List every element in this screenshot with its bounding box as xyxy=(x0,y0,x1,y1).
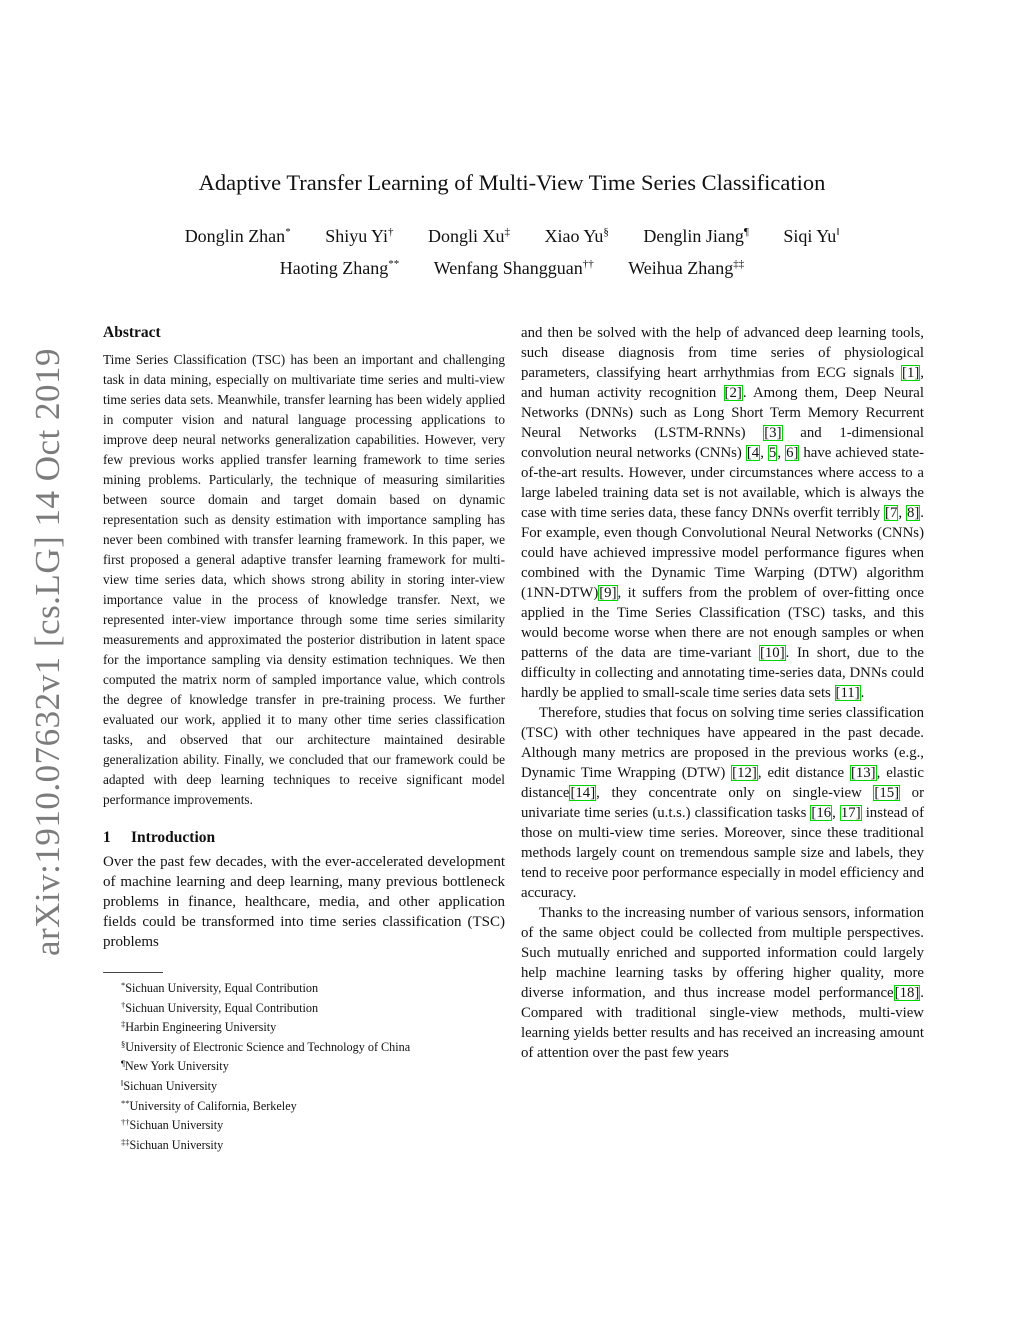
affiliation-mark: * xyxy=(285,226,291,238)
author-haoting-zhang: Haoting Zhang** xyxy=(279,258,400,278)
affiliation-mark: ** xyxy=(388,258,400,270)
footnote-mark: § xyxy=(121,1038,126,1049)
citation-link[interactable]: [13] xyxy=(850,765,876,781)
footnote-item: **University of California, Berkeley xyxy=(121,1097,297,1113)
author-list-row-1 xyxy=(0,226,1024,247)
affiliation-mark: § xyxy=(603,226,609,238)
citation-link[interactable]: [7 xyxy=(885,505,898,521)
paper-title: Adaptive Transfer Learning of Multi-View Time Series Classification xyxy=(198,170,826,195)
author-denglin-jiang: Denglin Jiang¶ xyxy=(643,226,749,246)
citation-link[interactable]: 17] xyxy=(840,805,861,821)
footnote-item: ‡Harbin Engineering University xyxy=(121,1019,277,1035)
author-weihua-zhang: Weihua Zhang‡‡ xyxy=(628,258,745,278)
section-heading-introduction xyxy=(103,828,505,848)
citation-link[interactable]: [3] xyxy=(764,425,782,441)
citation-link[interactable]: [14] xyxy=(570,785,596,801)
citation-link[interactable]: [2] xyxy=(724,385,742,401)
citation-link[interactable]: [11] xyxy=(835,685,860,701)
footnote-mark: ‖ xyxy=(121,1077,124,1088)
footnote-item: ††Sichuan University xyxy=(121,1117,224,1133)
intro-paragraph-1-continued: and then be solved with the help of advanced deep learning tools, such disease diagnosis from time series of physiological parameters, classifying heart arrhythmias from ECG signals [1], and human activity recognition [2]. Among them, Deep Neural Networks (DNNs) such as Long Short Term Memory Recurrent Neural Networks (LSTM-RNNs) [3] and 1-dimensional convolution neural networks (CNNs) [4, 5, 6] have achieved state-of-the-art results. However, under circumstances where access to a large labeled training data set is not available, which is always the case with time series data, these fancy DNNs overfit terribly [7, 8]. For example, even though Convolutional Neural Networks (CNNs) could have achieved impressive model performance figures when combined with the Dynamic Time Warping (DTW) algorithm (1NN-DTW)[9], it suffers from the problem of over-fitting once applied in the Time Series Classification (TSC) tasks, and this would become worse when there are not enough samples or when patterns of the data are time-variant [10]. In short, due to the difficulty in collecting and annotating time-series data, DNNs could hardly be applied to small-scale time series data sets [11]. xyxy=(521,325,925,701)
footnote-mark: †† xyxy=(121,1117,130,1128)
citation-link[interactable]: 8] xyxy=(906,505,920,521)
footnote-item: ¶New York University xyxy=(121,1058,229,1074)
affiliation-mark: ‡ xyxy=(504,226,511,238)
citation-link[interactable]: [18] xyxy=(894,985,920,1001)
arxiv-identifier-stamp: arXiv:1910.07632v1 [cs.LG] 14 Oct 2019 xyxy=(28,347,67,957)
footnote-divider xyxy=(103,972,163,973)
citation-link[interactable]: 6] xyxy=(786,445,799,461)
intro-paragraph-1: Over the past few decades, with the ever-accelerated development of machine learning and deep learning, many previous bottleneck problems in finance, healthcare, media, and other application fields could be transformed into time series classification (TSC) problems xyxy=(103,854,505,950)
intro-paragraph-2: Therefore, studies that focus on solving time series classification (TSC) with other techniques have appeared in the past decade. Although many metrics are proposed in the previous works (e.g., Dynamic Time Wrapping (DTW) [12], edit distance [13], elastic distance[14], they concentrate only on single-view [15] or univariate time series (u.t.s.) classification tasks [16, 17] instead of those on multi-view time series. Moreover, since these traditional methods largely count on tremendous sample size and labels, they tend to receive poor performance especially in model efficiency and accuracy. xyxy=(521,705,924,901)
citation-link[interactable]: [10] xyxy=(759,645,785,661)
author-dongli-xu: Dongli Xu‡ xyxy=(428,226,511,246)
footnote-mark: * xyxy=(121,980,126,990)
section-title: Introduction xyxy=(131,829,216,846)
footnote-list xyxy=(103,977,505,1153)
affiliation-mark: ‖ xyxy=(836,226,840,238)
author-wenfang-shangguan: Wenfang Shangguan†† xyxy=(433,258,594,278)
citation-link[interactable]: [12] xyxy=(732,765,757,781)
footnote-mark: † xyxy=(121,999,126,1010)
footnote-mark: ‡‡ xyxy=(121,1136,130,1147)
citation-link[interactable]: [9] xyxy=(599,585,617,601)
intro-paragraph-3: Thanks to the increasing number of various sensors, information of the same object could be collected from multiple perspectives. Such mutually enriched and supported information could largely help machine learning tasks by offering higher quality, more diverse information, and thus increase model performance[18]. Compared with traditional single-view methods, multi-view learning yields better results and has received an increasing amount of attention over the past few years xyxy=(521,905,924,1061)
left-column xyxy=(103,323,505,1153)
section-number: 1 xyxy=(103,829,111,846)
citation-link[interactable]: [4 xyxy=(746,445,760,461)
affiliation-mark: † xyxy=(388,226,394,238)
author-list-row-2 xyxy=(0,258,1024,279)
footnote-mark: ¶ xyxy=(121,1058,125,1069)
footnote-item: †Sichuan University, Equal Contribution xyxy=(121,999,319,1015)
footnote-mark: ** xyxy=(121,1097,130,1108)
affiliation-mark: †† xyxy=(582,258,594,270)
citation-link[interactable]: [1] xyxy=(902,365,920,381)
footnote-item: *Sichuan University, Equal Contribution xyxy=(121,980,319,995)
right-column xyxy=(521,323,924,1063)
affiliation-mark: ¶ xyxy=(743,226,749,238)
author-siqi-yu: Siqi Yu‖ xyxy=(783,226,840,246)
author-xiao-yu: Xiao Yu§ xyxy=(544,226,609,246)
citation-link[interactable]: [16 xyxy=(811,805,832,821)
author-shiyu-yi: Shiyu Yi† xyxy=(325,226,394,246)
author-donglin-zhan: Donglin Zhan* xyxy=(184,226,291,246)
footnote-item: ‡‡Sichuan University xyxy=(121,1136,224,1152)
footnote-mark: ‡ xyxy=(121,1019,126,1030)
affiliation-mark: ‡‡ xyxy=(733,258,745,270)
citation-link[interactable]: [15] xyxy=(874,785,900,801)
footnote-item: §University of Electronic Science and Technology of China xyxy=(121,1038,411,1054)
abstract-body: Time Series Classification (TSC) has been an important and challenging task in data mining, especially on multivariate time series and multi-view time series data sets. Meanwhile, transfer learning has been widely applied in computer vision and natural language processing applications to improve deep neural networks generalization capabilities. However, very few previous works applied transfer learning framework to time series mining problems. Particularly, the technique of measuring similarities between source domain and target domain based on dynamic representation such as density estimation with importance sampling has never been combined with transfer learning framework. In this paper, we first proposed a general adaptive transfer learning framework for multi-view time series data, which shows strong ability in storing inter-view importance value in the process of knowledge transfer. Next, we represented inter-view importance through some time series similarity measurements and approximated the posterior distribution in latent space for the importance sampling via density estimation techniques. We then computed the matrix norm of sampled importance value, which controls the degree of knowledge transfer in pre-training process. We further evaluated our work, applied it to many other time series classification tasks, and observed that our architecture maintained desirable generalization ability. Finally, we concluded that our framework could be adapted with deep learning techniques to receive significant model performance improvements. xyxy=(103,352,505,807)
citation-link[interactable]: 5 xyxy=(768,445,777,461)
abstract-heading: Abstract xyxy=(103,324,161,341)
footnote-item: ‖Sichuan University xyxy=(121,1077,218,1093)
